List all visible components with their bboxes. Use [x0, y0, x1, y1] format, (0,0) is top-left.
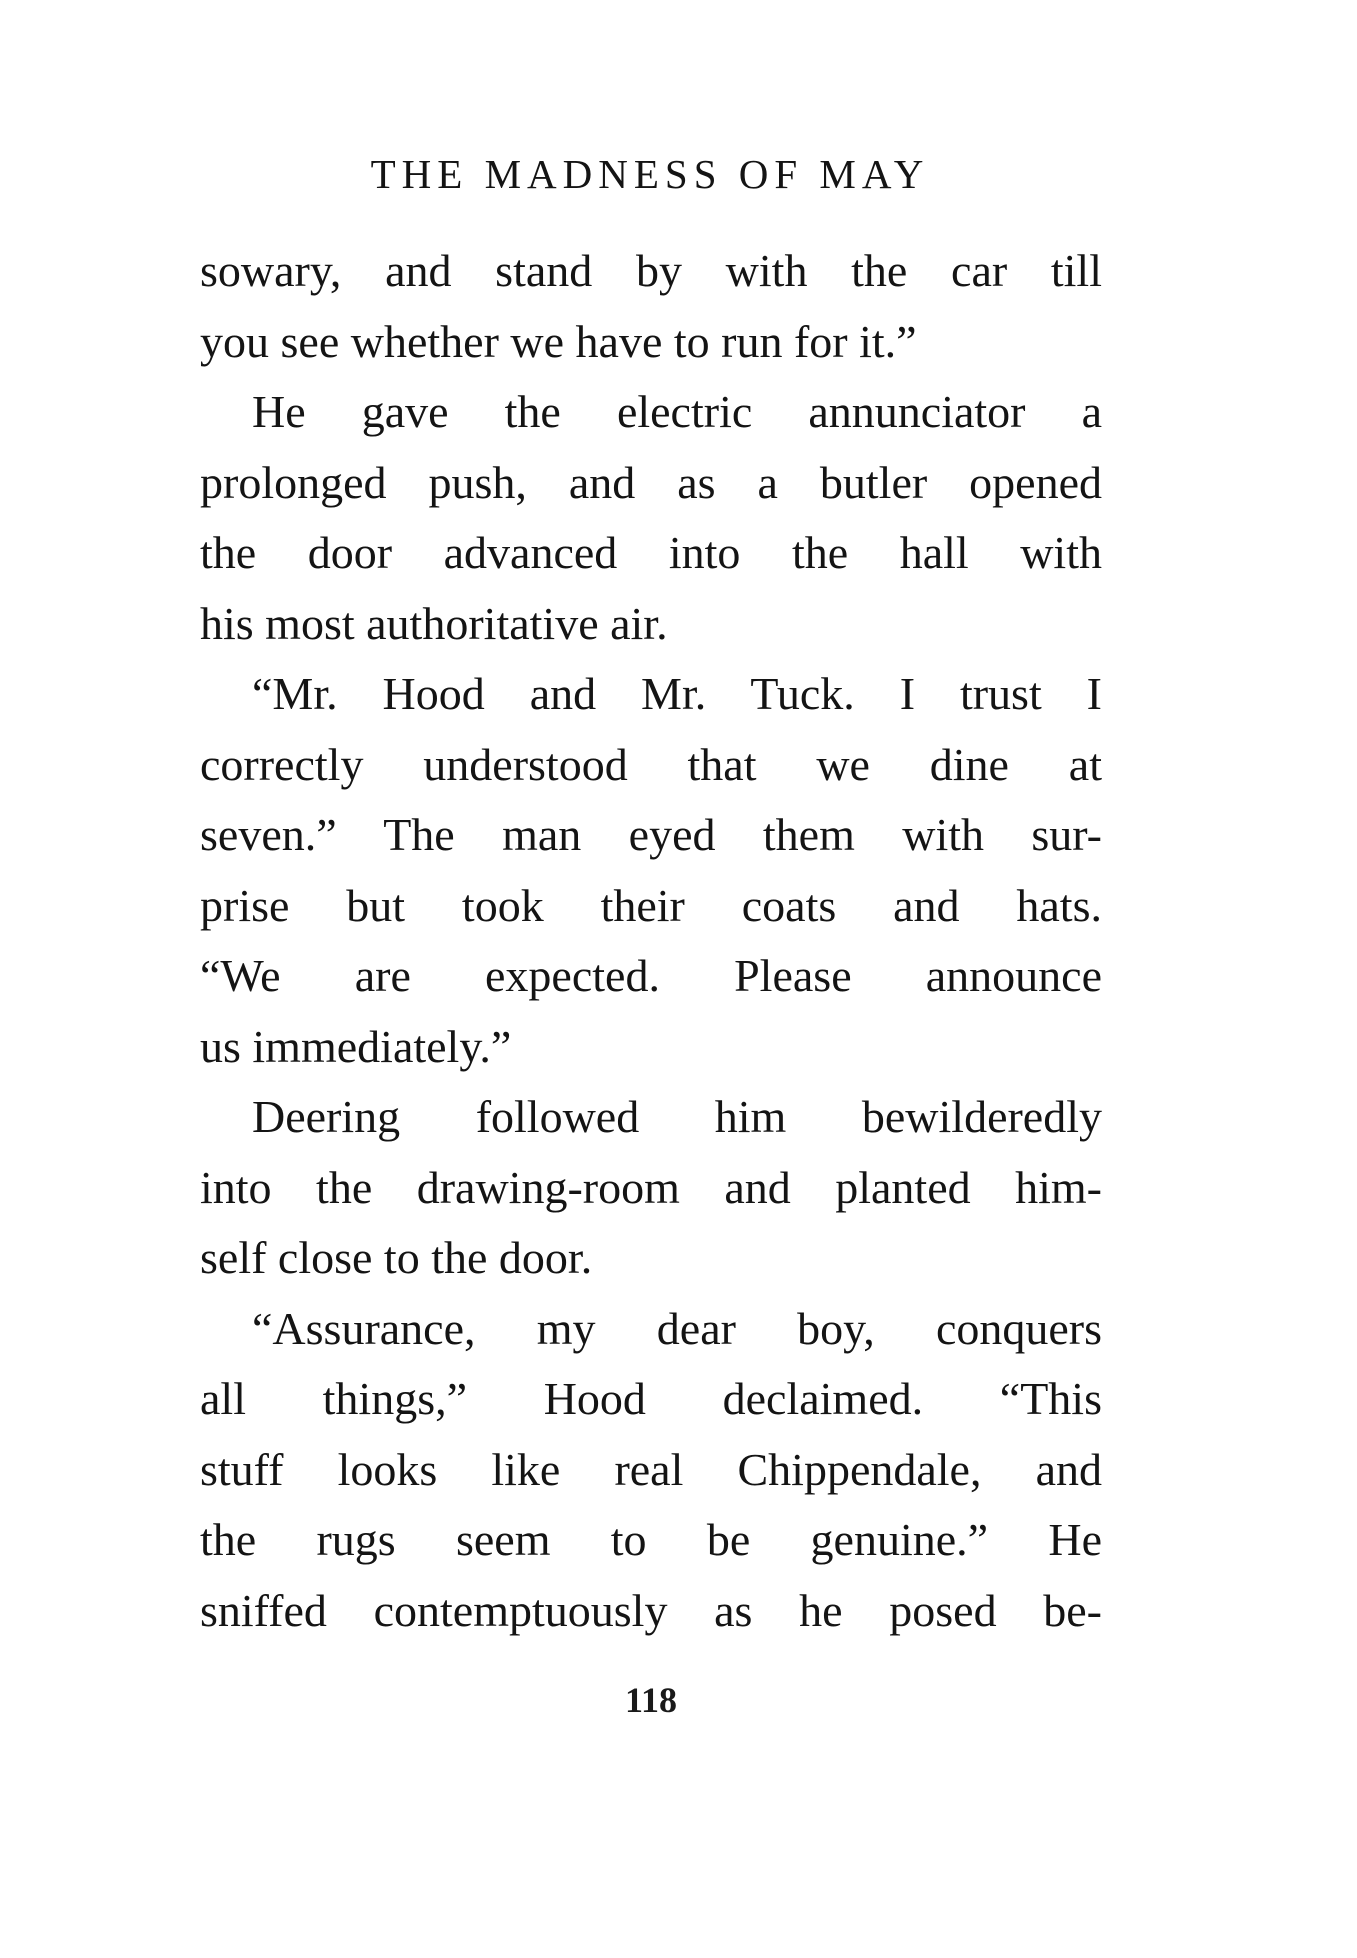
text-line: into the drawing-room and planted him- — [200, 1161, 1102, 1213]
text-line: his most authoritative air. — [200, 597, 668, 649]
text-line: prise but took their coats and hats. — [200, 879, 1102, 931]
text-line: prolonged push, and as a butler opened — [200, 456, 1102, 508]
page-number: 118 — [624, 1680, 677, 1720]
text-line: us immediately.” — [200, 1020, 512, 1072]
text-line: the rugs seem to be genuine.” He — [200, 1514, 1102, 1565]
text-line: self close to the door. — [200, 1232, 593, 1283]
text-line: all things,” Hood declaimed. “This — [200, 1373, 1102, 1424]
text-line: sniffed contemptuously as he posed be- — [200, 1584, 1102, 1636]
text-line: Deering followed him bewilderedly — [252, 1091, 1102, 1142]
text-line: stuff looks like real Chippendale, and — [200, 1443, 1102, 1495]
text-line: you see whether we have to run for it.” — [200, 315, 917, 367]
text-line: correctly understood that we dine at — [200, 738, 1102, 790]
text-line: He gave the electric annunciator a — [252, 386, 1102, 437]
text-line: “We are expected. Please announce — [200, 950, 1102, 1001]
running-head: THE MADNESS OF MAY — [370, 151, 930, 197]
text-line: “Assurance, my dear boy, conquers — [252, 1302, 1102, 1354]
text-line: the door advanced into the hall with — [200, 527, 1102, 578]
text-line: “Mr. Hood and Mr. Tuck. I trust I — [252, 668, 1102, 719]
body-text — [200, 236, 1102, 1646]
text-line: sowary, and stand by with the car till — [200, 245, 1102, 296]
text-line: seven.” The man eyed them with sur- — [200, 809, 1102, 860]
